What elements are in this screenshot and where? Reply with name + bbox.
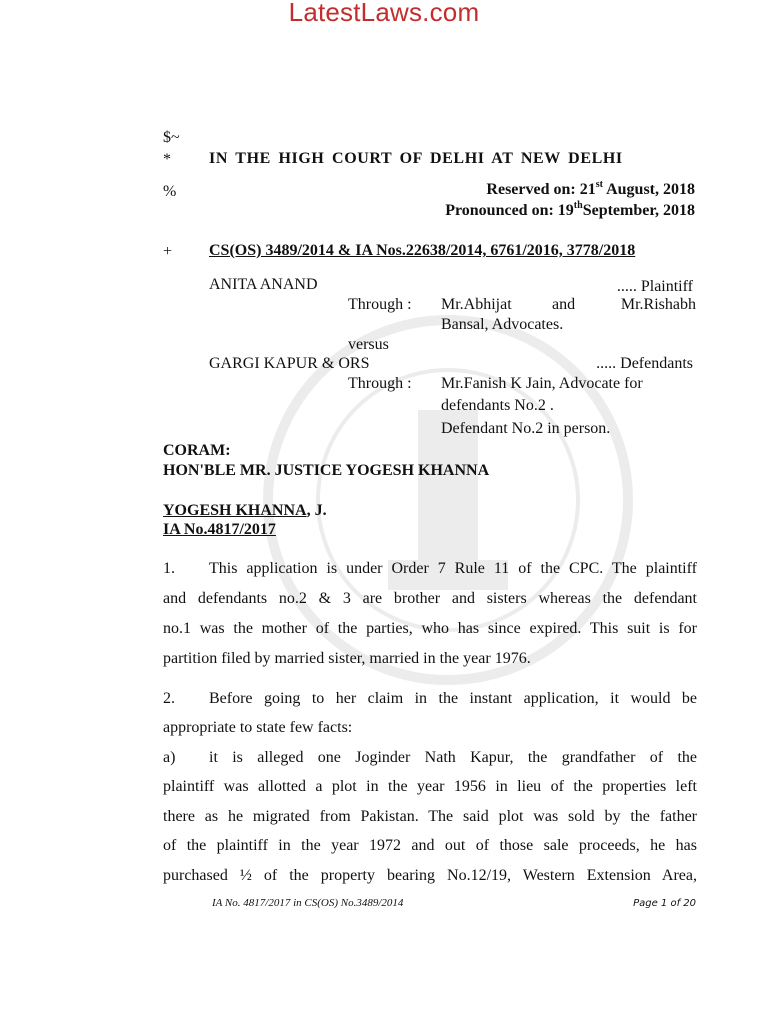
- plaintiff-counsel-line2: Bansal, Advocates.: [441, 316, 564, 333]
- marker-plus: +: [163, 243, 173, 260]
- footer-page-number: Page 1 of 20: [633, 898, 696, 909]
- plaintiff-name: ANITA ANAND: [209, 276, 318, 293]
- defendant-counsel-line3: Defendant No.2 in person.: [441, 420, 611, 437]
- marker-percent: %: [163, 183, 177, 200]
- coram-judge: HON'BLE MR. JUSTICE YOGESH KHANNA: [163, 462, 490, 479]
- case-number: CS(OS) 3489/2014 & IA Nos.22638/2014, 6761/2016, 3778/2018: [209, 242, 636, 259]
- defendant-counsel-line1: Mr.Fanish K Jain, Advocate for: [441, 375, 643, 392]
- para-a-line-4: of the plaintiff in the year 1972 and out of those sale proceeds, he has: [163, 837, 697, 854]
- ia-number: IA No.4817/2017: [163, 521, 276, 538]
- para-2-line-1: 2. Before going to her claim in the instant application, it would be: [163, 690, 697, 707]
- coram-label: CORAM:: [163, 442, 231, 459]
- through-label-plaintiff: Through :: [348, 296, 412, 313]
- versus-label: versus: [348, 336, 389, 353]
- plaintiff-role: ..... Plaintiff: [616, 278, 693, 295]
- plaintiff-counsel-c: Mr.Rishabh: [620, 296, 696, 313]
- author-name: YOGESH KHANNA: [163, 502, 307, 519]
- pronounced-date: Pronounced on: 19thSeptember, 2018: [445, 199, 695, 219]
- defendant-counsel-line2: defendants No.2 .: [441, 397, 554, 414]
- para-2-line-2: appropriate to state few facts:: [163, 719, 353, 736]
- para-1-line-4: partition filed by married sister, married in the year 1976.: [163, 650, 531, 667]
- marker-asterisk: *: [163, 151, 171, 168]
- para-1-line-2: and defendants no.2 & 3 are brother and sisters whereas the defendant: [163, 590, 697, 607]
- defendant-name: GARGI KAPUR & ORS: [209, 355, 370, 372]
- site-banner: LatestLaws.com: [288, 0, 480, 27]
- para-a-line-5: purchased ½ of the property bearing No.12/19, Western Extension Area,: [163, 867, 697, 884]
- through-label-defendant: Through :: [348, 375, 412, 392]
- para-a-line-3: there as he migrated from Pakistan. The said plot was sold by the father: [163, 808, 697, 825]
- plaintiff-counsel-a: Mr.Abhijat: [441, 296, 512, 313]
- author-line: YOGESH KHANNA, J.: [163, 502, 327, 519]
- para-a-line-2: plaintiff was allotted a plot in the year 1956 in lieu of the properties left: [163, 778, 697, 795]
- para-1-line-1: 1. This application is under Order 7 Rule 11 of the CPC. The plaintiff: [163, 560, 697, 577]
- footer-case-reference: IA No. 4817/2017 in CS(OS) No.3489/2014: [212, 897, 404, 909]
- reserved-date: Reserved on: 21st August, 2018: [486, 178, 695, 198]
- marker-dollar: $~: [163, 129, 180, 146]
- defendant-role: ..... Defendants: [596, 355, 693, 372]
- court-title: IN THE HIGH COURT OF DELHI AT NEW DELHI: [209, 150, 623, 167]
- para-1-line-3: no.1 was the mother of the parties, who has since expired. This suit is for: [163, 620, 697, 637]
- para-a-line-1: a) it is alleged one Joginder Nath Kapur, the grandfather of the: [163, 749, 697, 766]
- plaintiff-counsel-and: and: [552, 296, 576, 313]
